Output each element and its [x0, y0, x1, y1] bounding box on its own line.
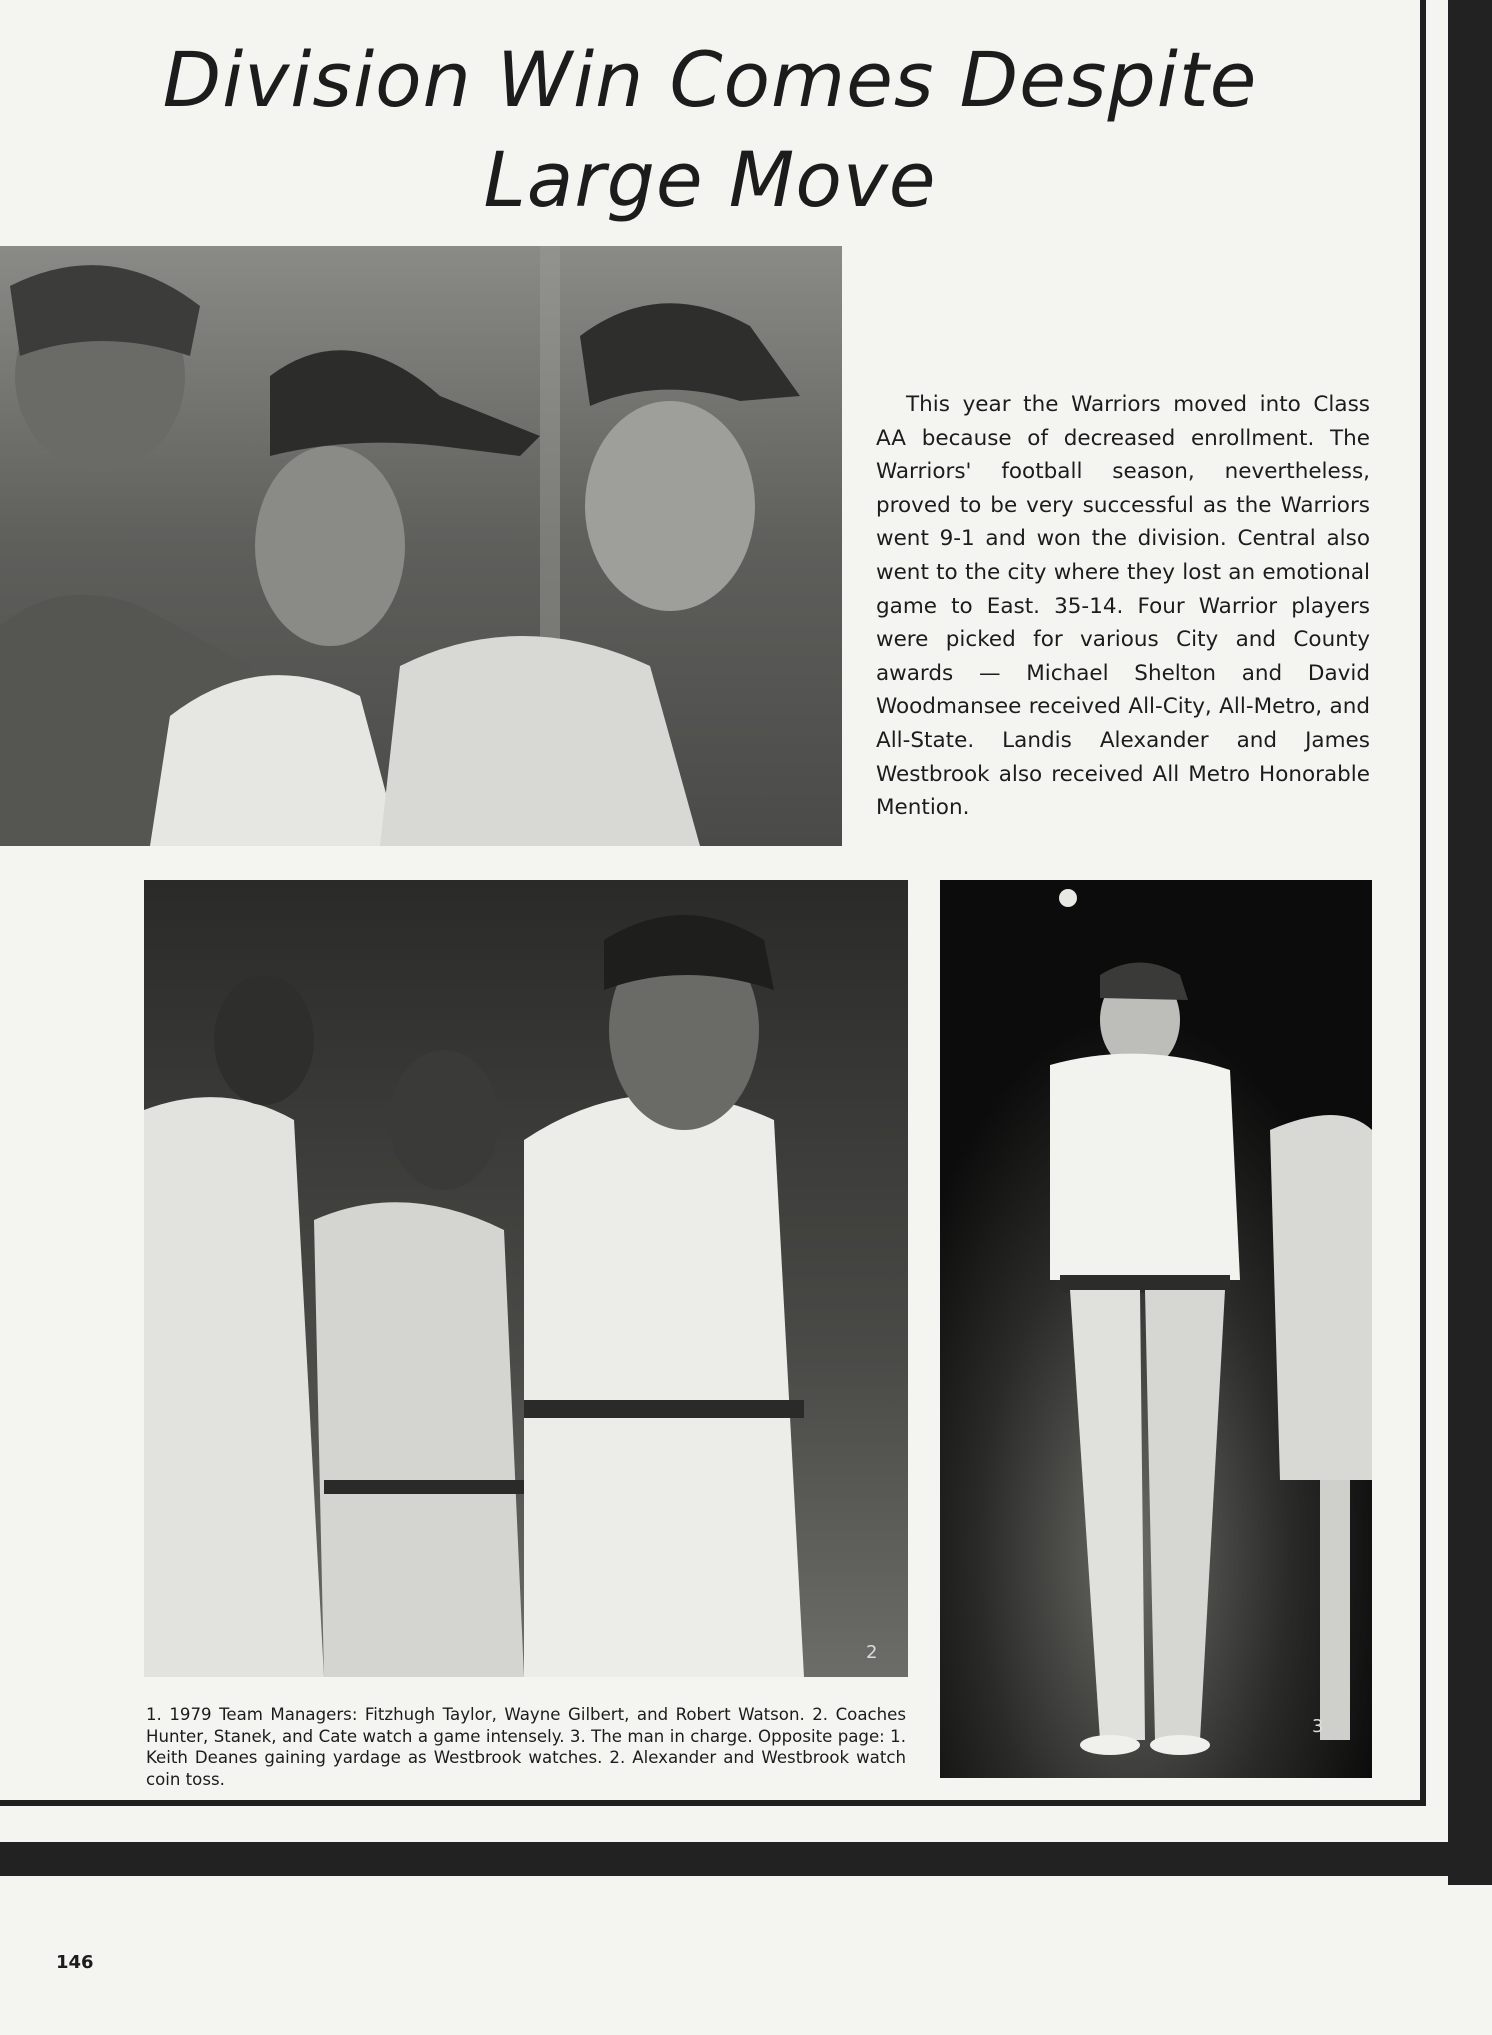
photo-team-managers	[0, 246, 842, 846]
photo-caption: 1. 1979 Team Managers: Fitzhugh Taylor, Wayne Gilbert, and Robert Watson. 2. Coaches Hunter, Stanek, and Cate watch a game intensely. 3. The man in charge. Opposite page: 1. Keith Deanes gaining yardage as Westbrook watches. 2. Alexander and Westbrook watch coin toss.	[146, 1705, 906, 1789]
frame-rule-right	[1420, 0, 1426, 1800]
headline: Division Win Comes Despite Large Move	[162, 35, 1258, 224]
frame-border-bottom	[0, 1842, 1492, 1876]
photo-coaches-watching	[144, 880, 908, 1677]
photo-2-number: 2	[866, 1642, 878, 1663]
frame-border-right	[1448, 0, 1492, 1885]
page-number: 146	[56, 1952, 94, 1973]
frame-rule-bottom	[0, 1800, 1426, 1806]
article-body: This year the Warriors moved into Class AA because of decreased enrollment. The Warriors' football season, nevertheless, proved to be very successful as the Warriors went 9-1 and won the division. Central also went to the city where they lost an emotional game to East. 35-14. Four Warrior players were picked for various City and County awards — Michael Shelton and David Woodmansee received All-City, All-Metro, and All-State. Landis Alexander and James Westbrook also received All Metro Honorable Mention.	[876, 392, 1370, 821]
photo-head-coach	[940, 880, 1372, 1778]
photo-3-number: 3	[1312, 1716, 1324, 1737]
